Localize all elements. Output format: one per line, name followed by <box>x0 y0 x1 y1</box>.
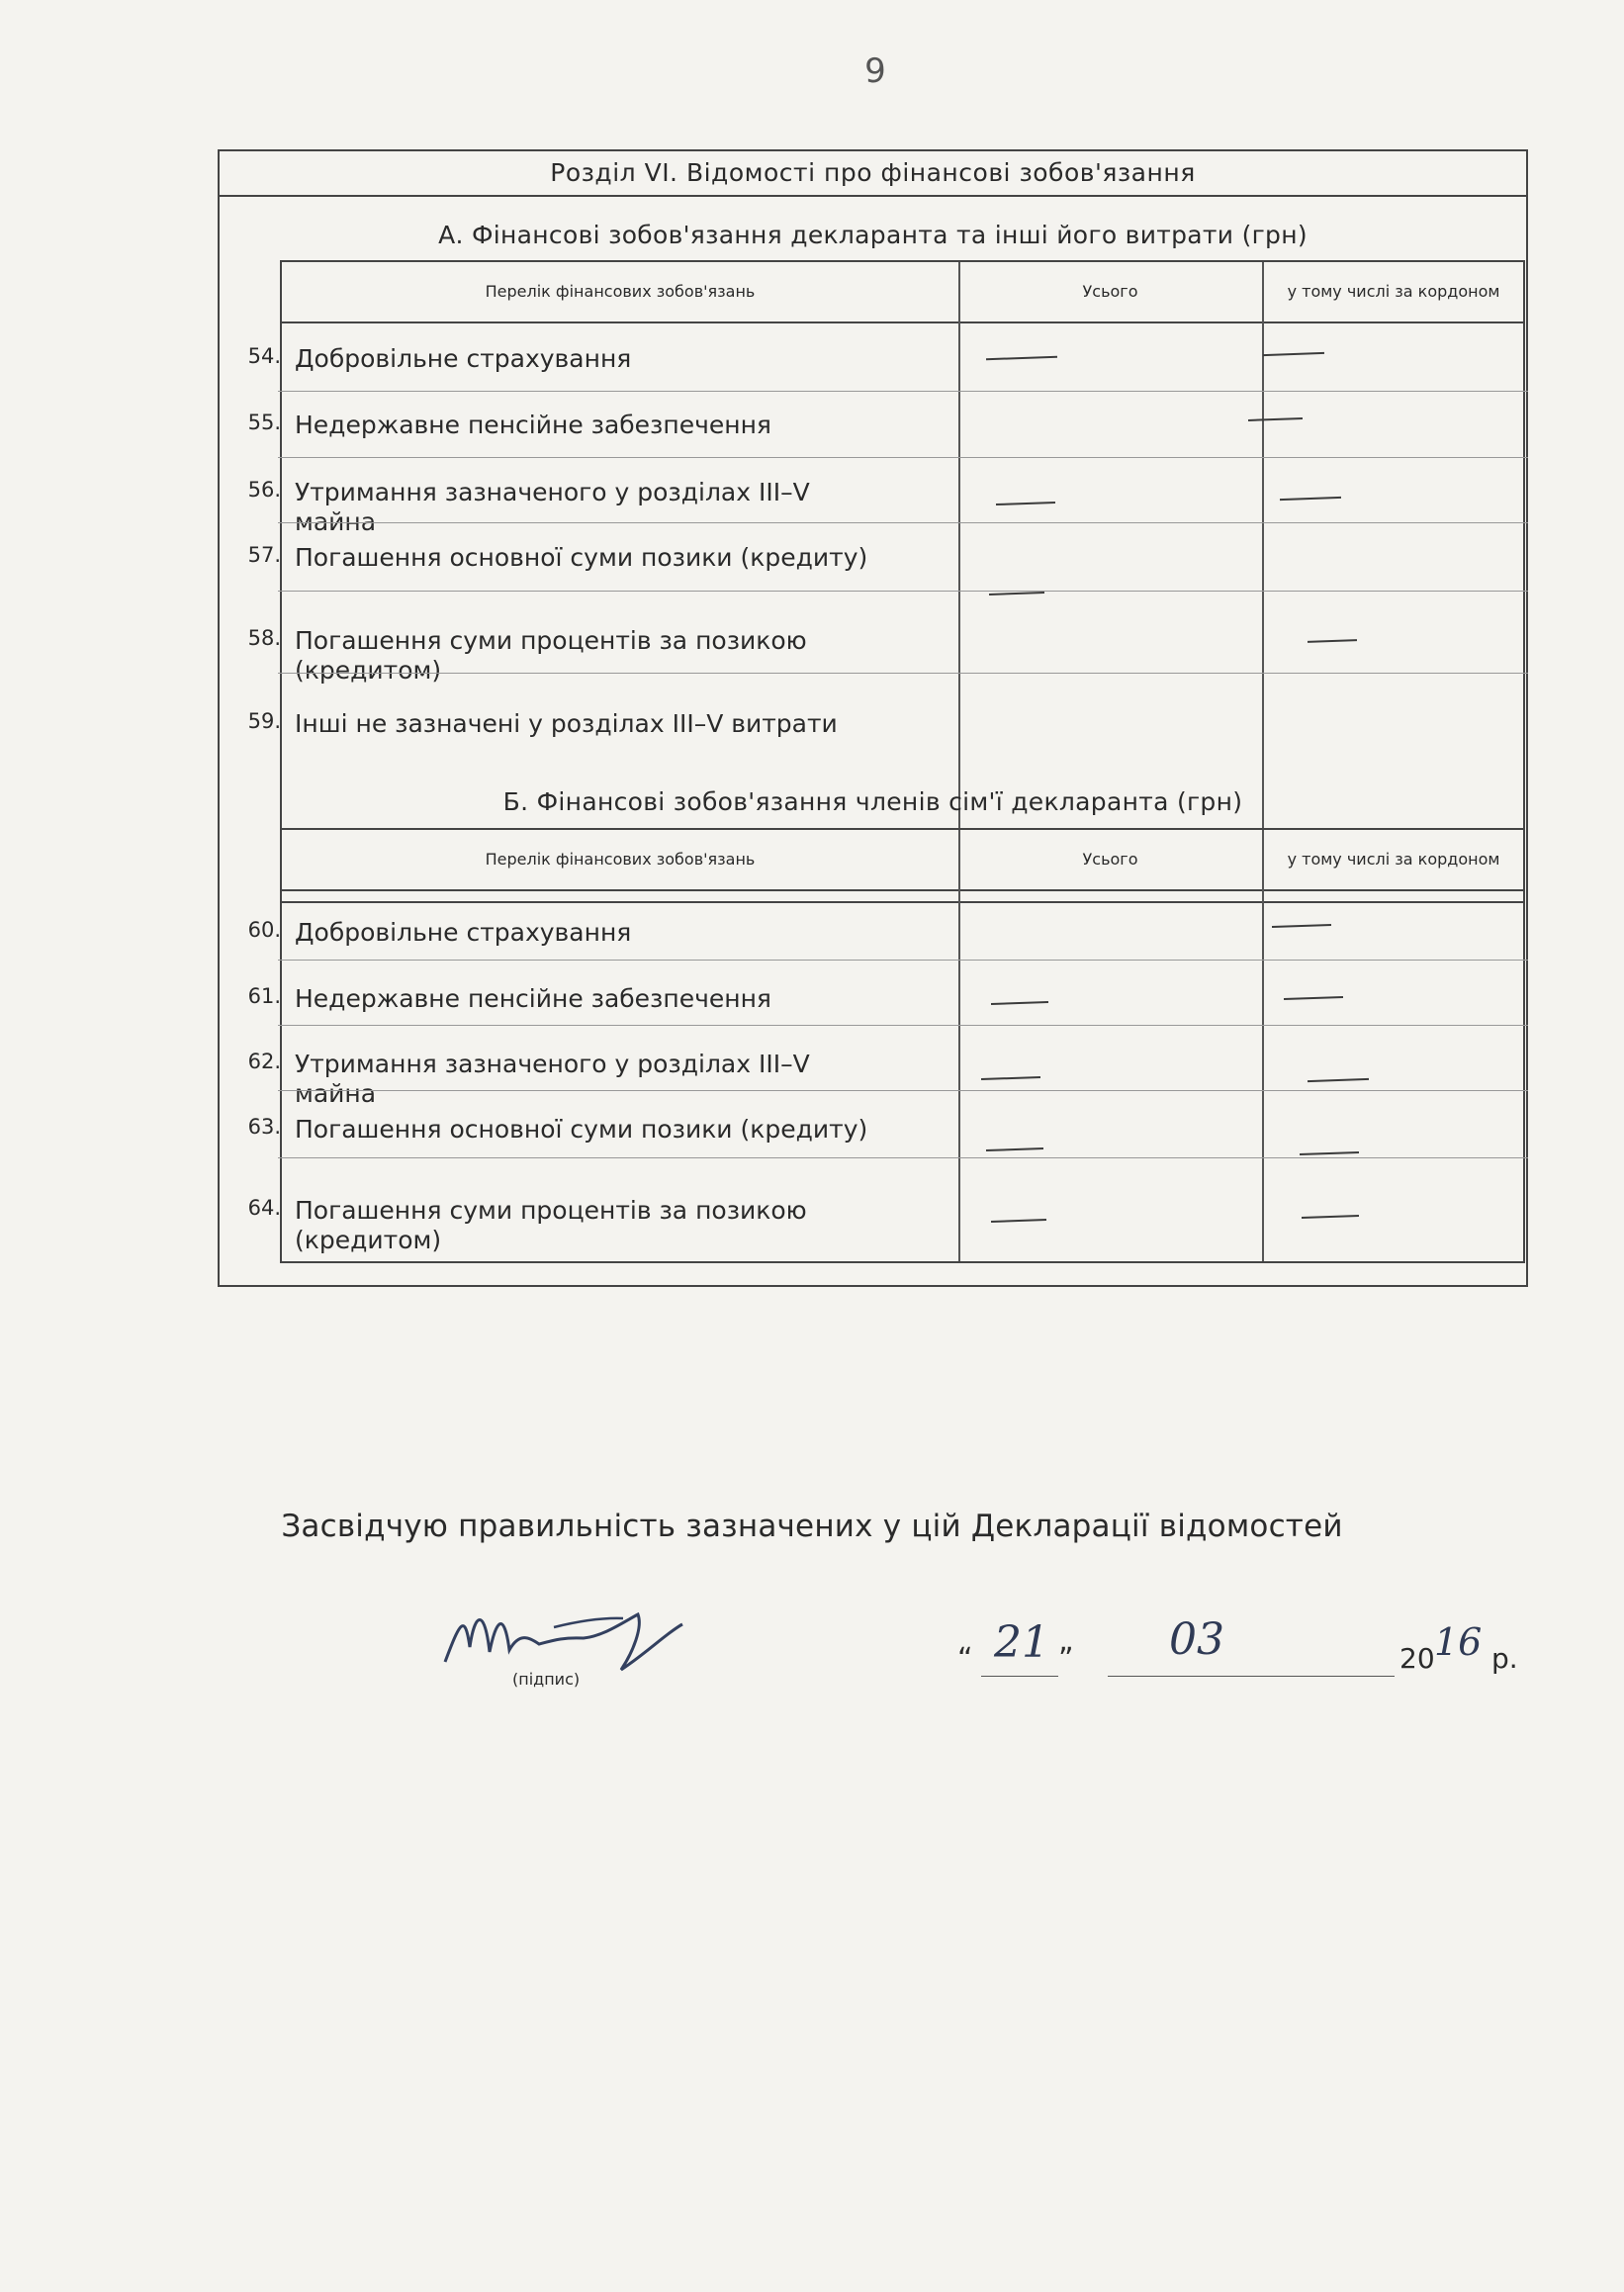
date-day: 21 <box>994 1617 1049 1668</box>
row-number: 60. <box>247 918 281 942</box>
header-list: Перелік фінансових зобов'язань <box>485 850 756 869</box>
row-number: 59. <box>247 709 281 733</box>
part-b-header <box>282 830 1523 891</box>
row-number: 57. <box>247 543 281 567</box>
signature-icon <box>435 1593 712 1682</box>
row-label: Погашення основної суми позики (кредиту) <box>295 543 868 572</box>
row-label: Добровільне страхування <box>295 918 632 947</box>
row-label: Погашення суми процентів за позикою (кредитом) <box>295 626 807 685</box>
row-number: 58. <box>247 626 281 650</box>
date-year: 16 <box>1434 1620 1483 1664</box>
row-label: Недержавне пенсійне забезпечення <box>295 411 771 439</box>
part-a-header <box>282 262 1523 323</box>
row-label: Інші не зазначені у розділах III–V витрати <box>295 709 838 738</box>
date-month: 03 <box>1169 1614 1224 1665</box>
year-prefix: 20 <box>1399 1642 1435 1675</box>
row-label: Утримання зазначеного у розділах III–V майна <box>295 1050 810 1108</box>
row-number: 62. <box>247 1050 281 1073</box>
header-total: Усього <box>1082 282 1138 301</box>
row-number: 55. <box>247 411 281 434</box>
certification-statement: Засвідчую правильність зазначених у цій Декларації відомостей <box>281 1509 1343 1544</box>
header-abroad: у тому числі за кордоном <box>1287 850 1500 869</box>
row-number: 61. <box>247 984 281 1008</box>
row-number: 54. <box>247 344 281 368</box>
part-b-title: Б. Фінансові зобов'язання членів сім'ї декларанта (грн) <box>502 787 1243 816</box>
row-label: Утримання зазначеного у розділах III–V майна <box>295 478 810 536</box>
page-number: 9 <box>864 51 886 91</box>
row-number: 63. <box>247 1115 281 1139</box>
header-list: Перелік фінансових зобов'язань <box>485 282 756 301</box>
section-frame <box>218 149 1528 1287</box>
row-label: Погашення основної суми позики (кредиту) <box>295 1115 868 1144</box>
signature-caption: (підпис) <box>512 1670 581 1689</box>
part-a-title: А. Фінансові зобов'язання декларанта та інші його витрати (грн) <box>438 221 1308 249</box>
year-suffix: р. <box>1491 1642 1518 1675</box>
row-number: 64. <box>247 1196 281 1220</box>
header-total: Усього <box>1082 850 1138 869</box>
row-label: Погашення суми процентів за позикою (кредитом) <box>295 1196 807 1254</box>
row-label: Недержавне пенсійне забезпечення <box>295 984 771 1013</box>
section-title: Розділ VI. Відомості про фінансові зобов'язання <box>220 151 1526 197</box>
row-number: 56. <box>247 478 281 502</box>
signature-area: (підпис) “ 21 ” 03 20 16 р. <box>415 1593 1602 1711</box>
header-abroad: у тому числі за кордоном <box>1287 282 1500 301</box>
row-label: Добровільне страхування <box>295 344 632 373</box>
